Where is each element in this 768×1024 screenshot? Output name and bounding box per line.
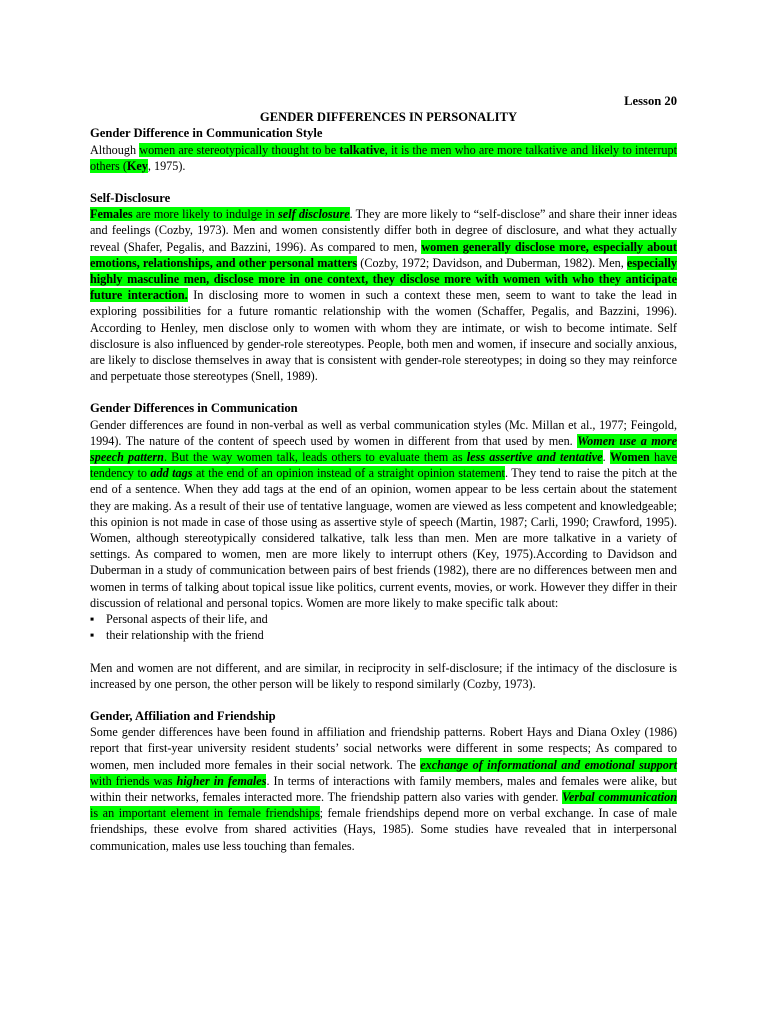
- highlighted-text: . But the way women talk, leads others to evaluate them as: [163, 450, 467, 465]
- text-run: . They tend to raise the pitch at the end of a sentence. When they add tags at the end of an opinion, women appear to be less certain about the statement they are making. As a result of their use of tentative language, women are viewed as less competent and knowledgeable; this opinion is not made in case of those using as assertive style of speech (Martin, 1987; Carli, 1990; Crawford, 1995). Women, although stereotypically considered talkative, talk less than men. Men are more talkative in a variety of settings. As compared to women, men are more likely to interrupt others (Key, 1975).According to Davidson and Duberman in a study of communication between pairs of best friends (1982), there are no differences between men and women in terms of talking about topical issue like politics, current events, movies, or work. However they differ in their discussion of relational and personal topics. Women are more likely to make specific talk about:: [90, 466, 677, 610]
- highlighted-text: is an important element in female friendships: [90, 806, 320, 821]
- spacer: [90, 692, 677, 708]
- highlighted-text: exchange of informational and emotional support: [420, 757, 677, 772]
- highlighted-text: self disclosure: [278, 207, 350, 222]
- text-run: Men and women are not different, and are similar, in reciprocity in self-disclosure; if the intimacy of the disclosure is increased by one person, the other person will be likely to respond similarly (Cozby, 1973).: [90, 660, 677, 691]
- section-paragraph: [90, 206, 677, 384]
- section-paragraph: [90, 724, 677, 854]
- text-run: . In terms of interactions with family members, males and females were alike, but within their networks, females interacted more. The friendship pattern also varies with gender.: [90, 773, 678, 804]
- bullet-list: [90, 611, 677, 643]
- list-item: [90, 611, 677, 627]
- text-run: Some gender differences have been found in affiliation and friendship patterns. Robert Hays and Diana Oxley (1986) report that first-year university resident students’ social networks were different in some respects; As compared to women, men included more females in their social network. The: [90, 725, 677, 772]
- highlighted-text: at the end of an opinion instead of a straight opinion statement: [192, 466, 505, 481]
- highlighted-text: add tags: [150, 466, 193, 481]
- text-run: Gender differences are found in non-verbal as well as verbal communication styles (Mc. Millan et al., 1977; Feingold, 1994). The nature of the content of speech used by women in different from that used by men.: [90, 417, 677, 448]
- highlighted-text: women generally disclose more, especially about emotions, relationships, and other personal matters: [90, 239, 677, 270]
- highlighted-text: are more likely to indulge in: [132, 207, 279, 222]
- list-item-text: their relationship with the friend: [106, 628, 264, 643]
- text-run: In disclosing more to women in such a context these men, seem to want to take the lead in exploring possibilities for a future romantic relationship with the women (Schaffer, Pegalis, and Bazzini, 1996). According to Henley, men disclose only to women with whom they are intimate, or wish to become intimate. Self disclosure is also influenced by gender-role stereotypes. People, both men and women, if insecure and socially anxious, are likely to disclose themselves in away that is consistent with gender-role stereotypes; in doing so they may reinforce and perpetuate those stereotypes (Snell, 1989).: [90, 288, 677, 384]
- spacer: [90, 174, 677, 190]
- highlighted-text: less assertive and tentative: [466, 450, 603, 465]
- section-heading-self-disclosure: Self-Disclosure: [90, 191, 171, 206]
- spacer: [90, 644, 677, 660]
- section-heading-affiliation-friendship: Gender, Affiliation and Friendship: [90, 708, 276, 723]
- text-run: .: [602, 450, 610, 465]
- document-body: [90, 93, 677, 854]
- highlighted-text: Verbal communication: [562, 789, 677, 804]
- section-paragraph: [90, 660, 677, 692]
- highlighted-text: Females: [90, 207, 133, 222]
- highlighted-text: with friends was: [90, 773, 177, 788]
- page-title: GENDER DIFFERENCES IN PERSONALITY: [259, 110, 518, 125]
- highlighted-text: higher in females: [176, 773, 267, 788]
- bullet-icon: ▪: [90, 628, 95, 643]
- highlighted-text: Women: [609, 450, 650, 465]
- highlighted-text: have tendency to: [90, 450, 678, 481]
- highlighted-text: Key: [126, 158, 148, 173]
- highlighted-text: especially highly masculine men, disclose more in one context, they disclose more with women with who they anticipate future interaction.: [90, 255, 677, 303]
- text-run: ; female friendships depend more on verbal exchange. In case of male friendships, these evolve from shared activities (Hays, 1985). Some studies have revealed that in interpersonal communication, males use less touching than females.: [90, 806, 678, 853]
- section-heading-communication-style: Gender Difference in Communication Style: [90, 126, 323, 141]
- list-item: [90, 627, 677, 643]
- bullet-icon: ▪: [90, 612, 95, 627]
- text-run: . They are more likely to “self-disclose” and share their inner ideas and feelings (Cozby, 1973). Men and women consistently differ both in degree of disclosure, and what they actually reveal (Shafer, Pegalis, and Bazzini, 1996). As compared to men,: [90, 207, 677, 254]
- highlighted-text: talkative: [339, 142, 385, 157]
- section-paragraph: [90, 417, 677, 611]
- spacer: [90, 384, 677, 400]
- text-run: Although: [90, 142, 140, 157]
- highlighted-text: Women use a more speech pattern: [90, 433, 677, 465]
- section-paragraph: [90, 142, 677, 174]
- text-run: , 1975).: [147, 158, 186, 173]
- highlighted-text: women are stereotypically thought to be: [139, 142, 340, 157]
- list-item-text: Personal aspects of their life, and: [106, 612, 268, 627]
- highlighted-text: , it is the men who are more talkative and likely to interrupt others (: [90, 142, 677, 173]
- lesson-label: Lesson 20: [624, 94, 677, 108]
- text-run: (Cozby, 1972; Davidson, and Duberman, 1982). Men,: [357, 255, 627, 270]
- section-heading-communication: Gender Differences in Communication: [90, 401, 298, 416]
